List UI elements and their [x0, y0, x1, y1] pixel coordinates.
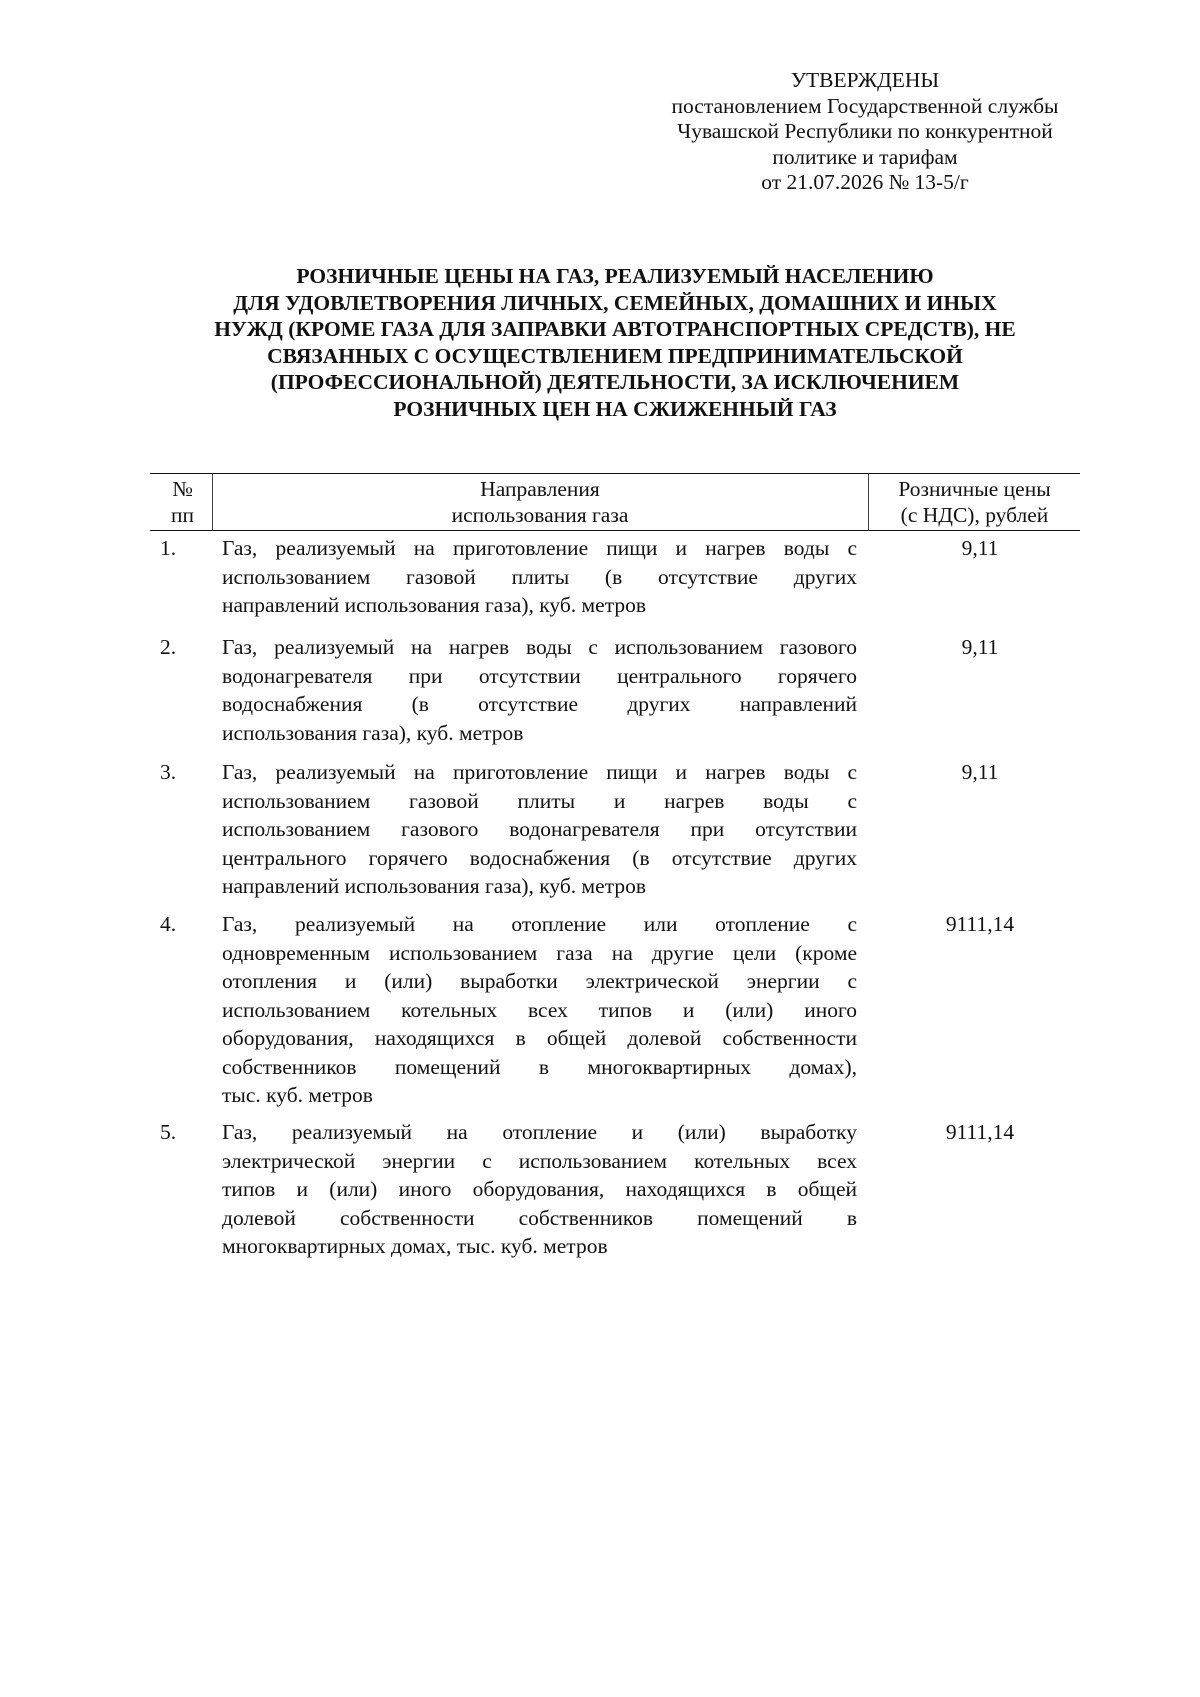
- description-line: тыс. куб. метров: [222, 1083, 373, 1107]
- description-line: многоквартирных домах, тыс. куб. метров: [222, 1234, 608, 1258]
- row-number: 4.: [160, 912, 177, 936]
- row-price: 9111,14: [945, 1120, 1015, 1144]
- row-price: 9,11: [961, 635, 999, 659]
- description-line: электрической энергии с использованием котельных всех: [222, 1148, 857, 1173]
- header-number: [155, 477, 210, 528]
- header-price-line: Розничные цены: [898, 477, 1051, 501]
- description-line: Газ, реализуемый на нагрев воды с использованием газового: [222, 635, 857, 659]
- row-description: [222, 910, 857, 1110]
- row-number: 2.: [160, 635, 177, 659]
- description-line: Газ, реализуемый на приготовление пищи и нагрев воды с: [222, 760, 857, 784]
- description-line: направлений использования газа), куб. метров: [222, 874, 647, 898]
- description-line: центрального горячего водоснабжения (в отсутствие других: [222, 845, 857, 870]
- title-line: РОЗНИЧНЫХ ЦЕН НА СЖИЖЕННЫЙ ГАЗ: [393, 396, 837, 421]
- approval-line: политике и тарифам: [772, 144, 958, 169]
- title-line: ДЛЯ УДОВЛЕТВОРЕНИЯ ЛИЧНЫХ, СЕМЕЙНЫХ, ДОМАШНИХ И ИНЫХ: [233, 290, 997, 315]
- table-top-rule: [150, 473, 1080, 474]
- document-title: [150, 263, 1080, 422]
- description-line: направлений использования газа), куб. метров: [222, 593, 647, 617]
- row-price: 9,11: [961, 760, 999, 784]
- table-header-bottom-rule: [150, 530, 1080, 531]
- header-direction-line: Направления: [480, 477, 600, 501]
- approval-line: Чувашской Республики по конкурентной: [677, 119, 1053, 143]
- title-line: РОЗНИЧНЫЕ ЦЕНЫ НА ГАЗ, РЕАЛИЗУЕМЫЙ НАСЕЛЕНИЮ: [296, 264, 934, 288]
- header-direction-line: использования газа: [451, 502, 629, 527]
- header-direction: [215, 477, 865, 528]
- description-line: Газ, реализуемый на отопление или отопление с: [222, 912, 857, 936]
- description-line: водоснабжения (в отсутствие других направлений: [222, 692, 857, 716]
- description-line: типов и (или) иного оборудования, находящихся в общей: [222, 1177, 857, 1201]
- approval-heading: УТВЕРЖДЕНЫ: [790, 68, 940, 92]
- description-line: долевой собственности собственников помещений в: [222, 1205, 857, 1230]
- header-price: [872, 477, 1077, 528]
- row-price: 9111,14: [945, 912, 1015, 936]
- row-price: 9,11: [961, 536, 999, 560]
- column-separator: [868, 474, 869, 530]
- approval-block: [620, 68, 1110, 196]
- row-description: [222, 758, 857, 901]
- description-line: Газ, реализуемый на отопление и (или) выработку: [222, 1120, 857, 1144]
- description-line: отопления и (или) выработки электрической энергии с: [222, 969, 857, 993]
- description-line: Газ, реализуемый на приготовление пищи и нагрев воды с: [222, 536, 857, 560]
- description-line: одновременным использованием газа на другие цели (кроме: [222, 940, 857, 965]
- header-price-line: (с НДС), рублей: [900, 502, 1049, 527]
- row-number: 1.: [160, 536, 177, 560]
- description-line: оборудования, находящихся в общей долевой собственности: [222, 1026, 857, 1050]
- description-line: использования газа), куб. метров: [222, 720, 524, 745]
- header-number-line: пп: [170, 502, 194, 527]
- approval-date-number: от 21.07.2026 № 13-5/г: [761, 170, 969, 194]
- description-line: использованием газовой плиты и нагрев воды с: [222, 788, 857, 813]
- row-description: [222, 1118, 857, 1261]
- header-number-line: №: [172, 477, 193, 501]
- title-line: (ПРОФЕССИОНАЛЬНОЙ) ДЕЯТЕЛЬНОСТИ, ЗА ИСКЛЮЧЕНИЕМ: [270, 370, 960, 394]
- row-description: [222, 534, 857, 620]
- row-number: 5.: [160, 1120, 177, 1144]
- row-number: 3.: [160, 760, 177, 784]
- approval-line: постановлением Государственной службы: [671, 93, 1059, 118]
- description-line: водонагревателя при отсутствии центрального горячего: [222, 663, 857, 688]
- column-separator: [212, 474, 213, 530]
- description-line: использованием газового водонагревателя при отсутствии: [222, 817, 857, 841]
- description-line: собственников помещений в многоквартирных домах),: [222, 1054, 857, 1079]
- description-line: использованием котельных всех типов и (или) иного: [222, 997, 857, 1022]
- title-line: СВЯЗАННЫХ С ОСУЩЕСТВЛЕНИЕМ ПРЕДПРИНИМАТЕЛЬСКОЙ: [267, 343, 963, 368]
- row-description: [222, 633, 857, 747]
- title-line: НУЖД (КРОМЕ ГАЗА ДЛЯ ЗАПРАВКИ АВТОТРАНСПОРТНЫХ СРЕДСТВ), НЕ: [214, 317, 1016, 341]
- description-line: использованием газовой плиты (в отсутствие других: [222, 564, 857, 589]
